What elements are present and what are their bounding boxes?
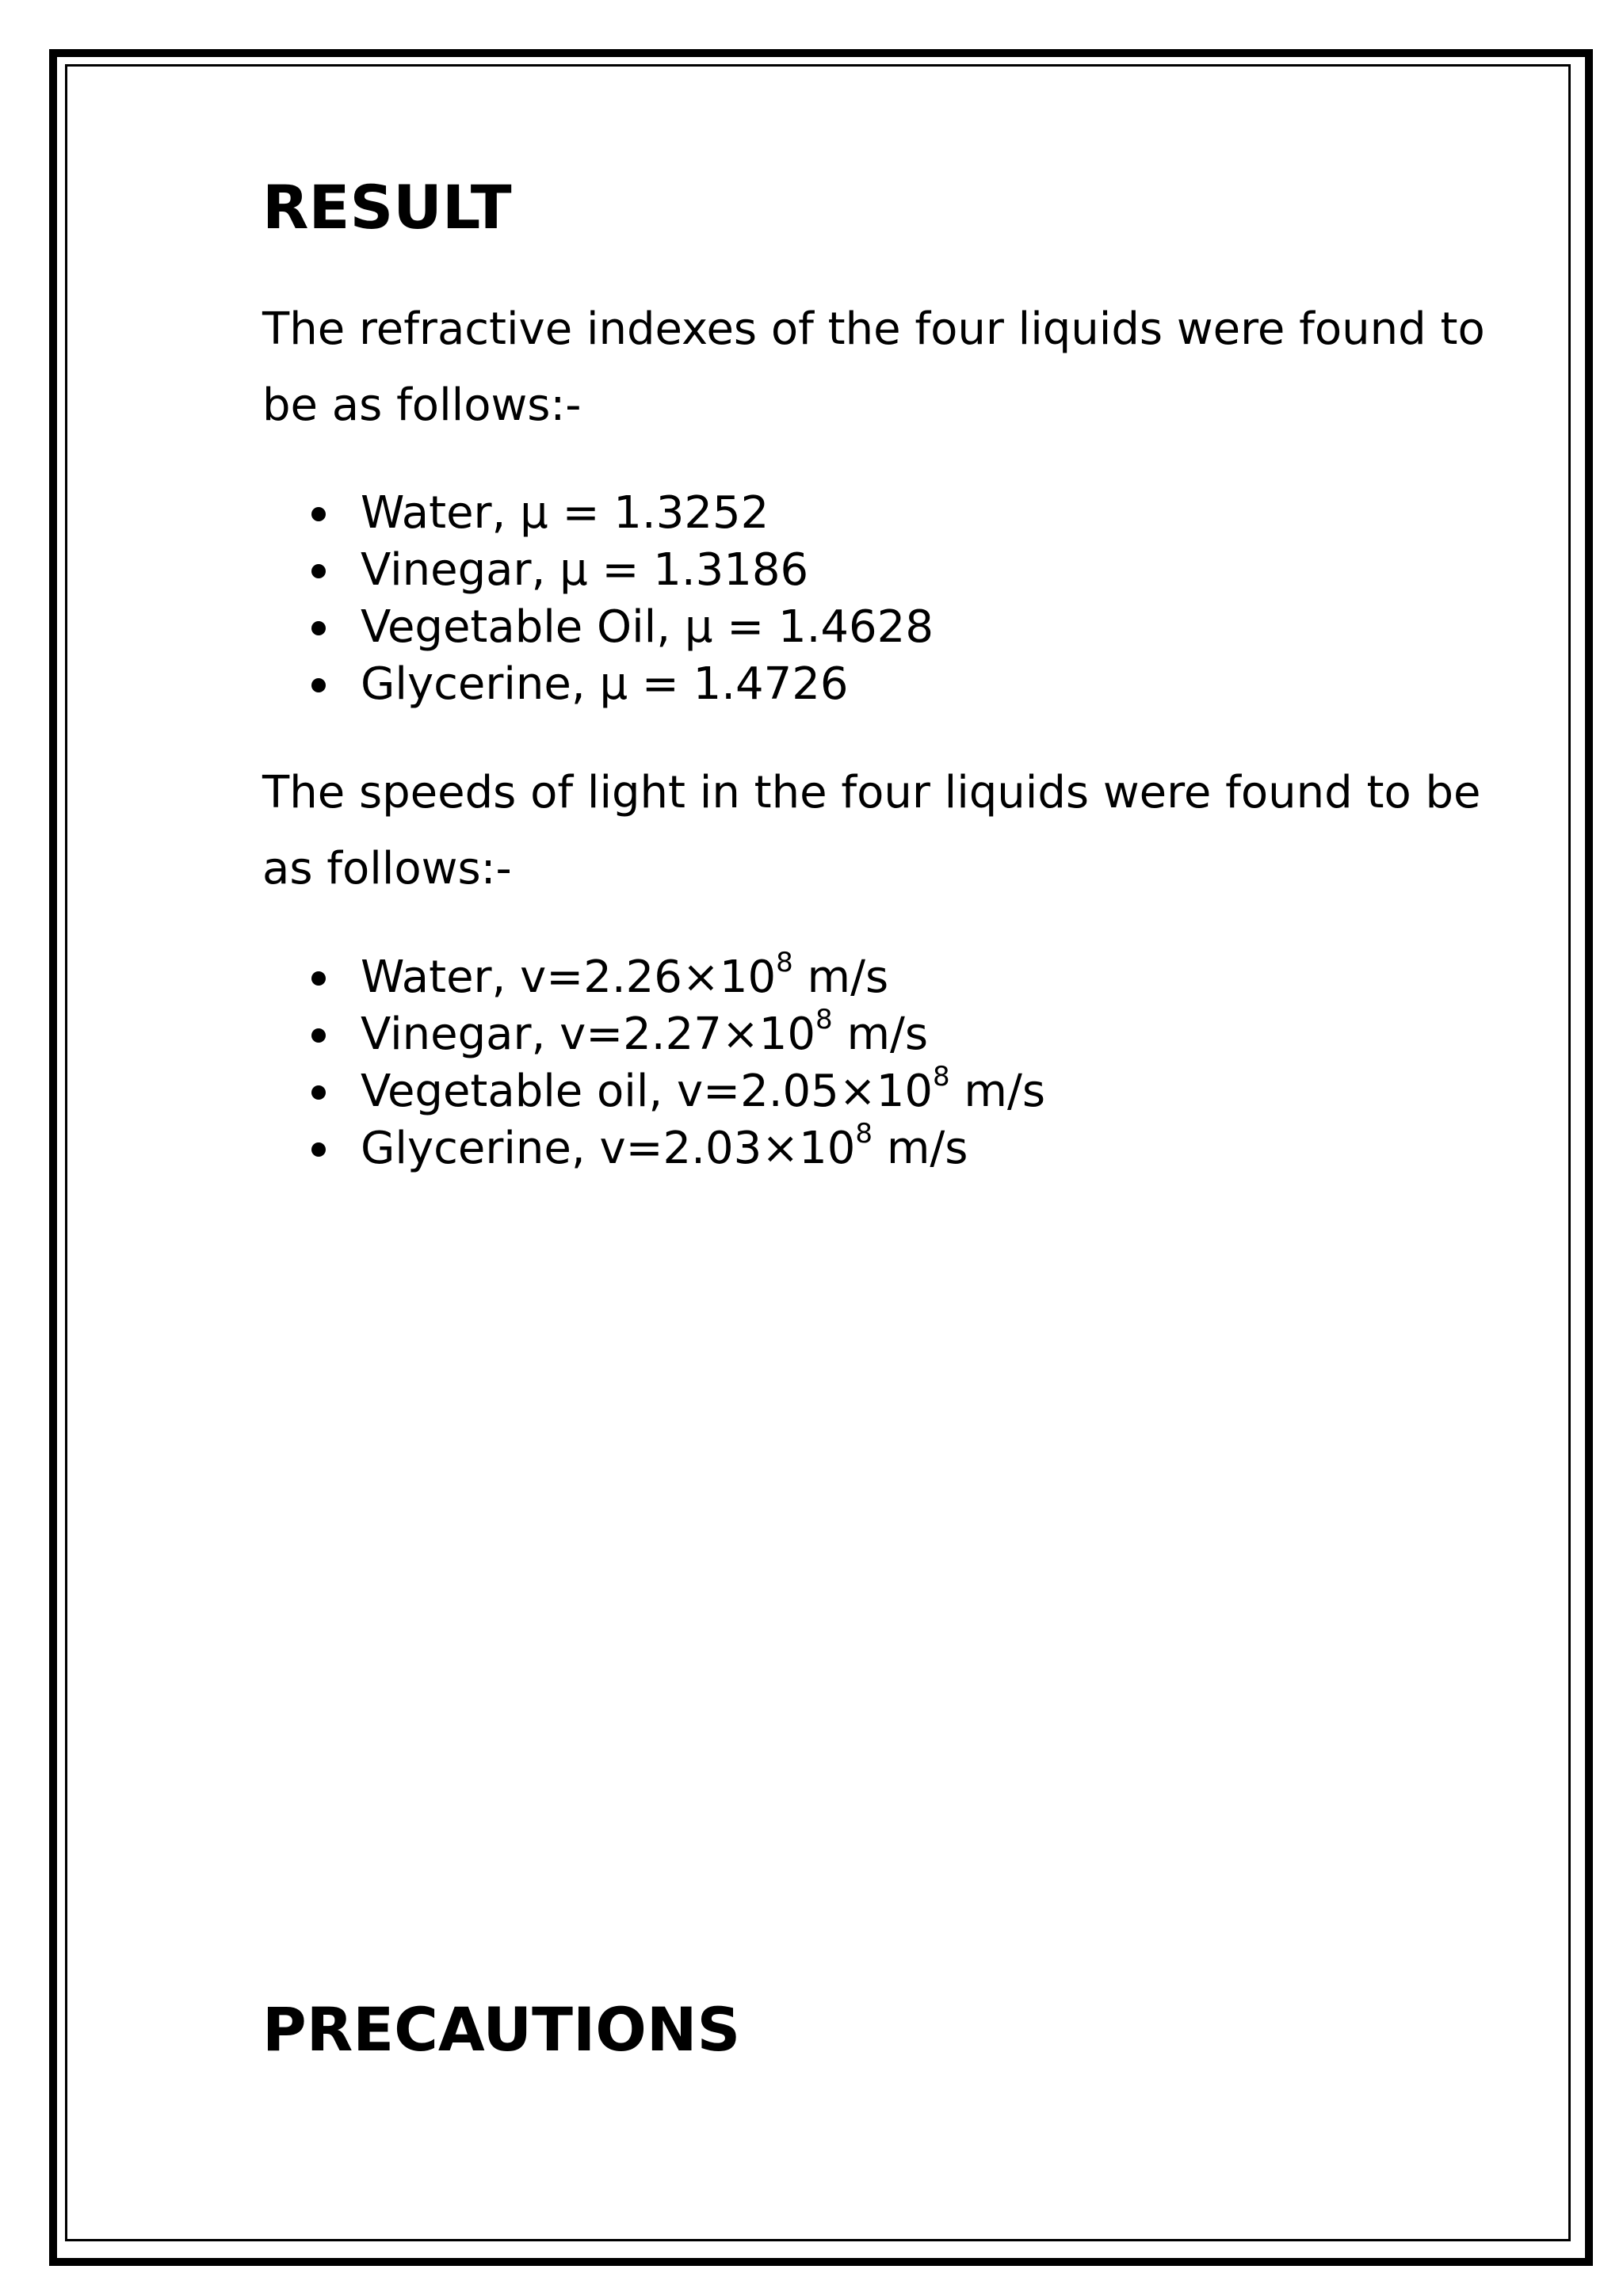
bullet-icon [311, 1028, 326, 1043]
list-item [262, 599, 1499, 656]
result-heading: RESULT [262, 172, 512, 242]
speed-item-vegetable-oil-exponent: 8 [932, 1061, 950, 1093]
speed-item-vegetable-oil-prefix: Vegetable oil, v=2.05×10 [361, 1066, 933, 1117]
refractive-index-list [262, 485, 1499, 713]
speed-item-vegetable-oil-unit: m/s [949, 1066, 1046, 1117]
bullet-icon [311, 971, 326, 986]
precautions-heading: PRECAUTIONS [262, 1994, 741, 2065]
list-item [262, 656, 1499, 713]
speed-of-light-list [262, 949, 1499, 1177]
speed-item-vinegar-prefix: Vinegar, v=2.27×10 [361, 1009, 815, 1060]
speed-item-water-exponent: 8 [776, 947, 793, 979]
speed-item-water-unit: m/s [792, 952, 889, 1003]
speed-item-vinegar-unit: m/s [832, 1009, 929, 1060]
bullet-icon [311, 1142, 326, 1157]
bullet-icon [311, 507, 326, 521]
bullet-icon [311, 621, 326, 635]
list-item [262, 949, 1499, 1006]
refractive-intro-paragraph: The refractive indexes of the four liquids were found to be as follows:- [262, 303, 1485, 431]
refractive-item-water: Water, μ = 1.3252 [361, 487, 769, 539]
speed-item-vinegar-exponent: 8 [815, 1004, 833, 1036]
bullet-icon [311, 564, 326, 578]
list-item [262, 1006, 1499, 1063]
refractive-item-vegetable-oil: Vegetable Oil, μ = 1.4628 [361, 601, 934, 653]
speed-intro-paragraph: The speeds of light in the four liquids were found to be as follows:- [262, 767, 1481, 894]
refractive-item-vinegar: Vinegar, μ = 1.3186 [361, 544, 809, 596]
speed-item-glycerine-exponent: 8 [855, 1118, 873, 1150]
list-item [262, 1063, 1499, 1120]
refractive-item-glycerine: Glycerine, μ = 1.4726 [361, 658, 849, 710]
bullet-icon [311, 1085, 326, 1100]
list-item [262, 542, 1499, 599]
bullet-icon [311, 678, 326, 692]
speed-item-glycerine-prefix: Glycerine, v=2.03×10 [361, 1123, 856, 1174]
list-item [262, 1120, 1499, 1177]
list-item [262, 485, 1499, 542]
speed-item-glycerine-unit: m/s [873, 1123, 968, 1174]
speed-item-water-prefix: Water, v=2.26×10 [361, 952, 777, 1003]
